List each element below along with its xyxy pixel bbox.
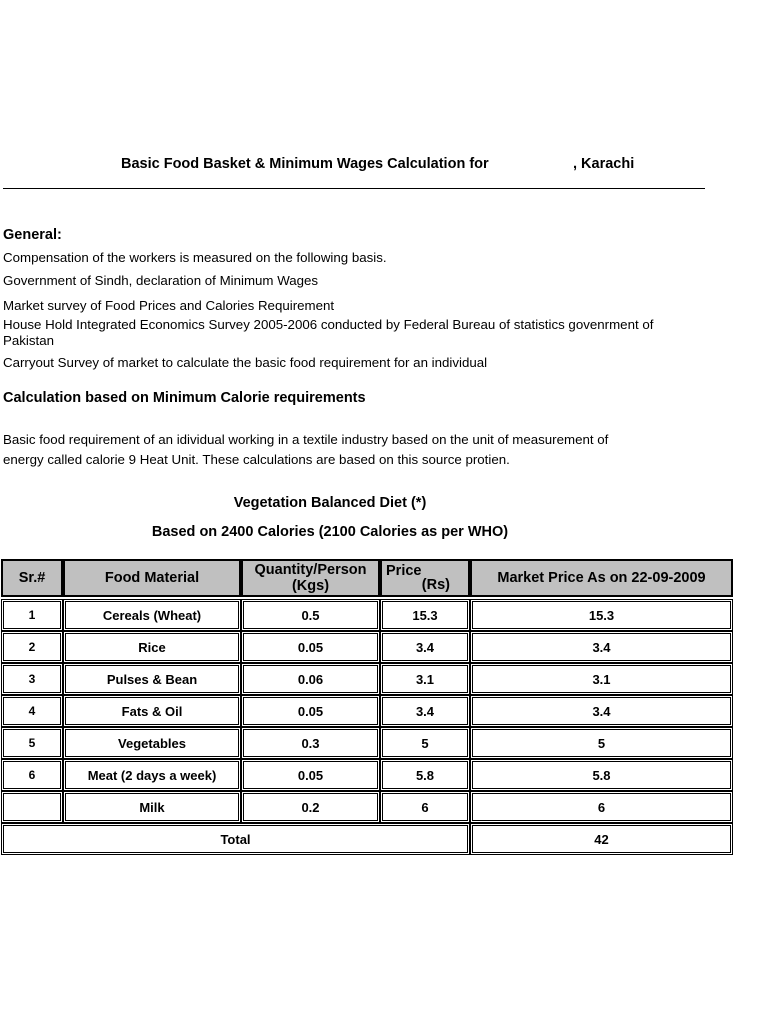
cell-quantity: 0.06 bbox=[241, 663, 380, 695]
table-row bbox=[1, 695, 733, 727]
general-line-1: Compensation of the workers is measured on the following basis. bbox=[3, 250, 387, 265]
table-row bbox=[1, 663, 733, 695]
col-header-sr: Sr.# bbox=[1, 559, 63, 597]
table-row bbox=[1, 599, 733, 631]
cell-market-price: 5.8 bbox=[470, 759, 733, 791]
page-title-location: , Karachi bbox=[573, 156, 635, 172]
general-line-2: Government of Sindh, declaration of Minimum Wages bbox=[3, 273, 319, 288]
cell-sr: 1 bbox=[1, 599, 63, 631]
general-line-3: Market survey of Food Prices and Calories Requirement bbox=[3, 298, 335, 313]
cell-price: 15.3 bbox=[380, 599, 470, 631]
cell-food: Meat (2 days a week) bbox=[63, 759, 241, 791]
cell-price: 3.1 bbox=[380, 663, 470, 695]
cell-market-price: 5 bbox=[470, 727, 733, 759]
col-header-food: Food Material bbox=[63, 559, 241, 597]
cell-quantity: 0.05 bbox=[241, 695, 380, 727]
table-row bbox=[1, 791, 733, 823]
table-row bbox=[1, 727, 733, 759]
col-header-price-line2: (Rs) bbox=[421, 577, 450, 593]
total-label: Total bbox=[1, 823, 470, 855]
cell-food: Fats & Oil bbox=[63, 695, 241, 727]
cell-food: Rice bbox=[63, 631, 241, 663]
cell-quantity: 0.05 bbox=[241, 759, 380, 791]
title-divider bbox=[3, 188, 705, 189]
cell-quantity: 0.5 bbox=[241, 599, 380, 631]
cell-quantity: 0.2 bbox=[241, 791, 380, 823]
cell-price: 6 bbox=[380, 791, 470, 823]
general-line-4: House Hold Integrated Economics Survey 2005-2006 conducted by Federal Bureau of statistics govenrment of Pakistan bbox=[3, 317, 654, 348]
col-header-price-line1: Price bbox=[386, 563, 422, 579]
cell-price: 5.8 bbox=[380, 759, 470, 791]
table-row bbox=[1, 759, 733, 791]
col-header-price bbox=[380, 559, 470, 597]
general-line-5: Carryout Survey of market to calculate the basic food requirement for an individual bbox=[3, 355, 488, 370]
cell-market-price: 6 bbox=[470, 791, 733, 823]
cell-food: Cereals (Wheat) bbox=[63, 599, 241, 631]
diet-title: Vegetation Balanced Diet (*) bbox=[233, 495, 427, 511]
cell-sr bbox=[1, 791, 63, 823]
page-title: Basic Food Basket & Minimum Wages Calculation for bbox=[121, 156, 489, 172]
cell-sr: 4 bbox=[1, 695, 63, 727]
col-header-quantity bbox=[241, 559, 380, 597]
table-header-row bbox=[1, 559, 733, 597]
cell-sr: 5 bbox=[1, 727, 63, 759]
cell-market-price: 3.4 bbox=[470, 695, 733, 727]
calculation-paragraph: Basic food requirement of an idividual working in a textile industry based on the unit of measurement of energy called calorie 9 Heat Unit. These calculations are based on this source protien. bbox=[3, 432, 609, 467]
calculation-heading: Calculation based on Minimum Calorie requirements bbox=[3, 390, 366, 406]
cell-sr: 2 bbox=[1, 631, 63, 663]
cell-food: Pulses & Bean bbox=[63, 663, 241, 695]
cell-quantity: 0.05 bbox=[241, 631, 380, 663]
cell-market-price: 3.1 bbox=[470, 663, 733, 695]
col-header-quantity-line1: Quantity/Person bbox=[254, 562, 367, 578]
food-basket-table bbox=[1, 559, 733, 855]
cell-price: 5 bbox=[380, 727, 470, 759]
table-total-row bbox=[1, 823, 733, 855]
cell-price: 3.4 bbox=[380, 631, 470, 663]
cell-market-price: 3.4 bbox=[470, 631, 733, 663]
cell-sr: 3 bbox=[1, 663, 63, 695]
total-value: 42 bbox=[470, 823, 733, 855]
cell-price: 3.4 bbox=[380, 695, 470, 727]
cell-quantity: 0.3 bbox=[241, 727, 380, 759]
col-header-market-price: Market Price As on 22-09-2009 bbox=[470, 559, 733, 597]
col-header-quantity-line2: (Kgs) bbox=[291, 578, 330, 594]
cell-food: Vegetables bbox=[63, 727, 241, 759]
cell-sr: 6 bbox=[1, 759, 63, 791]
cell-food: Milk bbox=[63, 791, 241, 823]
diet-subtitle: Based on 2400 Calories (2100 Calories as per WHO) bbox=[151, 524, 509, 540]
table-row bbox=[1, 631, 733, 663]
cell-market-price: 15.3 bbox=[470, 599, 733, 631]
general-heading: General: bbox=[3, 227, 62, 243]
